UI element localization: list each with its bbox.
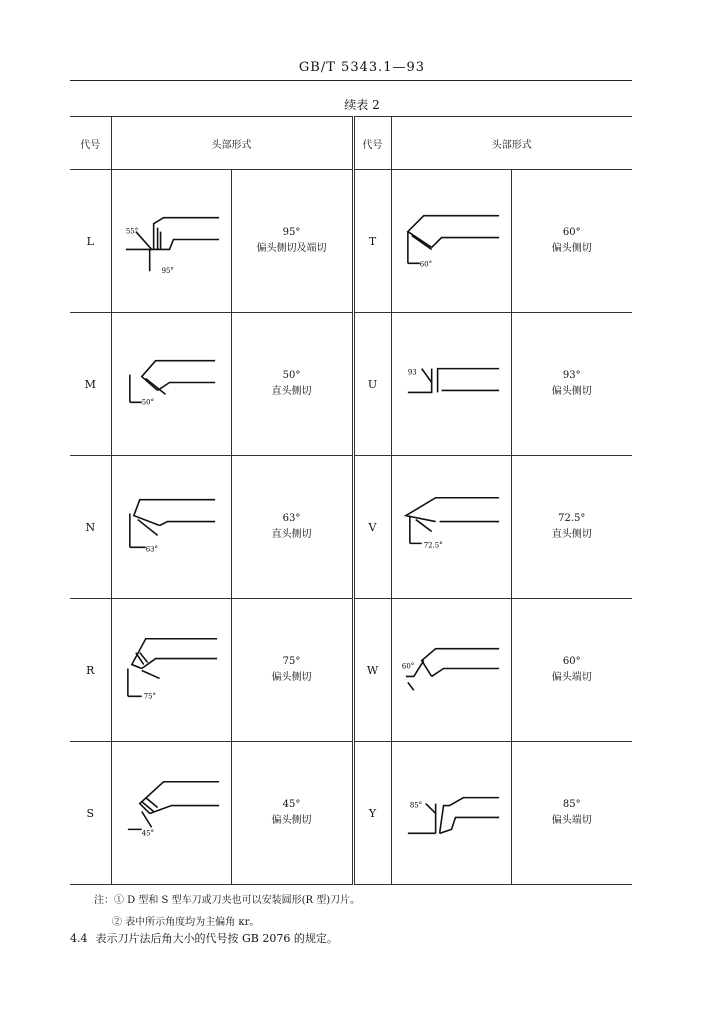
angle-text: 60°	[562, 656, 581, 667]
note-2: ② 表中所示角度均为主偏角 κr。	[112, 917, 260, 928]
fig-label: 50°	[141, 398, 154, 407]
desc-text: 直头侧切	[551, 529, 592, 540]
tool-head-table	[70, 116, 632, 884]
table-row	[70, 313, 632, 456]
code-cell: M	[70, 313, 111, 456]
fig-label: 63°	[145, 545, 158, 554]
tool-diagram-T	[391, 170, 511, 313]
tool-drawing-V	[392, 456, 511, 598]
desc-cell	[231, 313, 353, 456]
tool-diagram-L	[111, 170, 231, 313]
desc-cell	[231, 742, 353, 885]
angle-text: 93°	[562, 370, 581, 381]
angle-text: 95°	[282, 227, 301, 238]
table-title: 续表 2	[344, 98, 380, 112]
tool-drawing-T	[392, 170, 511, 312]
tool-diagram-S	[111, 742, 231, 885]
desc-text: 偏头端切	[551, 672, 592, 683]
desc-text: 偏头端切	[551, 815, 592, 826]
tool-diagram-W	[391, 599, 511, 742]
desc-text: 直头侧切	[271, 529, 312, 540]
tool-diagram-R	[111, 599, 231, 742]
code-cell: U	[353, 313, 391, 456]
tool-drawing-R	[112, 599, 231, 741]
tool-diagram-V	[391, 456, 511, 599]
tool-diagram-Y	[391, 742, 511, 885]
header-code-left: 代号	[70, 117, 111, 170]
desc-cell	[231, 599, 353, 742]
angle-text: 60°	[562, 227, 581, 238]
angle-text: 63°	[282, 513, 301, 524]
table-notes	[94, 890, 360, 934]
tool-diagram-N	[111, 456, 231, 599]
header-rule	[70, 80, 632, 81]
fig-label: 60°	[419, 260, 432, 269]
tool-diagram-M	[111, 313, 231, 456]
desc-text: 偏头侧切	[271, 815, 312, 826]
table-header-row	[70, 117, 632, 170]
code-cell: R	[70, 599, 111, 742]
fig-label: 93	[407, 368, 417, 377]
fig-label: 60°	[401, 662, 414, 671]
code-cell: S	[70, 742, 111, 885]
tool-drawing-S	[112, 742, 231, 884]
desc-cell	[511, 313, 632, 456]
code-cell: N	[70, 456, 111, 599]
desc-cell	[511, 599, 632, 742]
note-1: 注：① D 型和 S 型车刀或刀夹也可以安装圆形(R 型)刀片。	[94, 895, 361, 906]
tool-drawing-Y	[392, 742, 511, 884]
angle-text: 50°	[282, 370, 301, 381]
header-form-left: 头部形式	[111, 117, 353, 170]
code-cell: L	[70, 170, 111, 313]
code-cell: T	[353, 170, 391, 313]
tool-drawing-L	[112, 170, 231, 312]
tool-diagram-U	[391, 313, 511, 456]
table-row	[70, 456, 632, 599]
desc-cell	[511, 170, 632, 313]
angle-text: 75°	[282, 656, 301, 667]
angle-text: 85°	[562, 799, 581, 810]
standard-number: GB/T 5343.1—93	[298, 60, 426, 75]
desc-text: 偏头侧切	[271, 672, 312, 683]
clause-text: 表示刀片法后角大小的代号按 GB 2076 的规定。	[95, 932, 338, 945]
desc-cell	[511, 742, 632, 885]
tool-drawing-M	[112, 313, 231, 455]
angle-text: 72.5°	[558, 513, 586, 524]
fig-label: 85°	[409, 801, 422, 810]
fig-label: 95°	[161, 267, 174, 276]
desc-cell	[231, 456, 353, 599]
fig-label: 72.5°	[423, 541, 443, 550]
table-row	[70, 599, 632, 742]
code-cell: W	[353, 599, 391, 742]
angle-text: 45°	[282, 799, 301, 810]
clause-4-4	[70, 930, 338, 946]
header-code-right: 代号	[353, 117, 391, 170]
desc-text: 偏头侧切及端切	[256, 243, 327, 254]
fig-label: 45°	[141, 829, 154, 838]
code-cell: V	[353, 456, 391, 599]
table-row	[70, 742, 632, 885]
tool-drawing-W	[392, 599, 511, 741]
code-cell: Y	[353, 742, 391, 885]
fig-label: 75°	[143, 692, 156, 701]
table-row	[70, 170, 632, 313]
tool-drawing-N	[112, 456, 231, 598]
tool-drawing-U	[392, 313, 511, 455]
desc-text: 偏头侧切	[551, 386, 592, 397]
fig-label: 55°	[125, 227, 138, 236]
header-form-right: 头部形式	[391, 117, 632, 170]
desc-cell	[511, 456, 632, 599]
desc-cell	[231, 170, 353, 313]
clause-number: 4.4	[70, 932, 88, 945]
desc-text: 直头侧切	[271, 386, 312, 397]
desc-text: 偏头侧切	[551, 243, 592, 254]
